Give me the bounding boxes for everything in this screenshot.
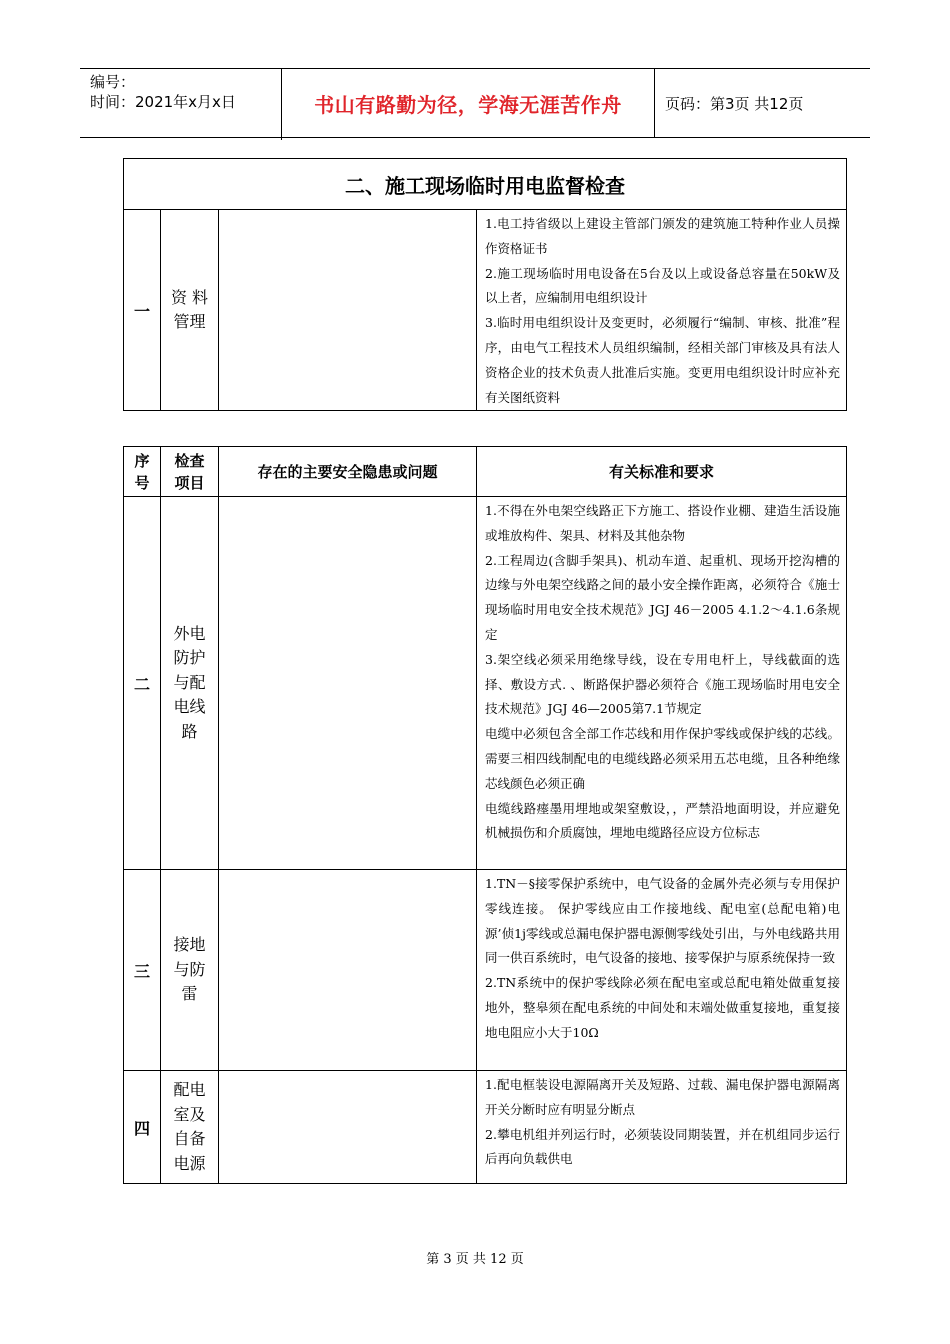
item-line: 接地 — [173, 935, 206, 955]
inspection-table — [123, 446, 847, 1184]
document-time: 时间：2021年x月x日 — [90, 93, 236, 111]
table-row — [124, 1071, 847, 1184]
row-item — [161, 1071, 219, 1184]
row-item — [161, 210, 219, 411]
item-line: 路 — [181, 721, 198, 741]
header-motto: 书山有路勤为径，学海无涯苦作舟 — [282, 69, 655, 137]
item-line: 资 料 — [170, 287, 209, 307]
requirement-text: 2.施工现场临时用电设备在5台及以上或设备总容量在50kW及以上者，应编制用电组织设计 — [485, 265, 840, 306]
row-seq: 二 — [124, 497, 161, 870]
row-seq: 一 — [124, 210, 161, 411]
header-seq — [124, 447, 161, 497]
header-issues: 存在的主要安全隐患或问题 — [219, 447, 477, 497]
item-line: 配电 — [173, 1080, 206, 1099]
requirement-text: 2.工程周边(含脚手架具)、机动车道、起重机、现场开挖沟槽的边缘与外电架空线路之间的最小安全操作距离，必须符合《施士现场临时用电安全技术规范》JGJ 46－2005 4.1.2～4.1.6条规定 — [485, 552, 840, 642]
requirement-text: 3.临时用电组织设计及变更时，必须履行“编制、审核、批准”程序，由电气工程技术人员组织编制，经相关部门审核及具有法人资格企业的技术负责人批准后实施。变更用电组织设计时应补充有关图纸资料 — [485, 315, 840, 405]
row-issues — [219, 1071, 477, 1184]
requirement-text: 1.TN－§接零保护系统中，电气设备的金属外壳必须与专用保护零线连接。 保护零线应由工作接地线、配电室(总配电箱)电源’侦1j零线或总漏电保护器电源侧零线处引出，与外电线路共用同一供百系统时，电气设备的接地、接零保护与原系统保持一致 — [485, 876, 840, 966]
header-item — [161, 447, 219, 497]
section-table — [123, 158, 847, 411]
requirement-text: 1.电工持省级以上建设主管部门颁发的建筑施工特种作业人员操作资格证书 — [485, 216, 840, 256]
item-line: 与防 — [173, 959, 206, 979]
header-meta — [80, 69, 282, 140]
requirement-text: 电缆线路瘗墨用埋地或架窒敷设，，严禁沿地面明设，并应避免机械损伤和介质腐蚀，埋地电缆路径应设方位标志 — [485, 800, 840, 841]
row-seq: 三 — [124, 870, 161, 1071]
requirement-text: 1.不得在外电架空线路正下方施工、搭设作业棚、建造生活设施或堆放构件、架具、材料及其他杂物 — [485, 503, 840, 543]
row-requirements — [477, 1071, 847, 1184]
requirement-text: 电缆中必须包含全部工作芯线和用作保护零线或保护线的芯线。需要三相四线制配电的电缆线路必须采用五芯电缆，且各种绝缘芯线颜色必须正确 — [485, 726, 840, 791]
section-title: 二、施工现场临时用电监督检查 — [124, 159, 847, 210]
item-line: 防护 — [173, 648, 206, 668]
requirement-text: 3.架空线必须采用绝缘导线，设在专用电杆上，导线截面的选择、敷设方式. 、断路保护器必须符合《施工现场临时用电安全技术规范》JGJ 46—2005第7.1节规定 — [485, 651, 840, 717]
table-row — [124, 497, 847, 870]
row-seq: 四 — [124, 1071, 161, 1184]
item-line: 自备 — [173, 1129, 206, 1148]
table-row — [124, 210, 847, 411]
table-row — [124, 870, 847, 1071]
row-requirements — [477, 210, 847, 411]
item-line: 外电 — [173, 623, 206, 643]
row-issues — [219, 210, 477, 411]
table-header-row — [124, 447, 847, 497]
item-line: 雷 — [181, 984, 198, 1004]
item-line: 室及 — [173, 1104, 206, 1124]
row-issues — [219, 870, 477, 1071]
page-header — [80, 68, 870, 138]
header-seq-line: 序 — [134, 451, 150, 470]
requirement-text: 1.配电框装设电源隔离开关及短路、过载、漏电保护器电源隔离开关分断时应有明显分断点 — [485, 1077, 840, 1117]
row-requirements — [477, 497, 847, 870]
row-issues — [219, 497, 477, 870]
item-line: 电源 — [173, 1153, 206, 1173]
header-page-number: 页码：第3页 共12页 — [665, 94, 804, 113]
row-item — [161, 497, 219, 870]
row-item — [161, 870, 219, 1071]
header-item-line: 项目 — [174, 473, 205, 492]
requirement-text: 2.TN系统中的保护零线除必须在配电室或总配电箱处做重复接地外，整皋须在配电系统的中间处和末端处做重复接地，重复接地电阻应小大于10Ω — [485, 975, 840, 1040]
item-line: 与配 — [173, 672, 206, 692]
header-seq-line: 号 — [134, 473, 150, 492]
item-line: 管理 — [173, 312, 206, 332]
header-requirements: 有关标准和要求 — [477, 447, 847, 497]
document-number: 编号： — [90, 73, 136, 91]
header-item-line: 检查 — [174, 451, 205, 470]
row-requirements — [477, 870, 847, 1071]
requirement-text: 2.攀电机组并列运行时，必须装设同期装置，并在机组同步运行后再向负载供电 — [485, 1126, 840, 1167]
item-line: 电线 — [173, 697, 206, 717]
page-footer: 第 3 页 共 12 页 — [426, 1252, 524, 1267]
